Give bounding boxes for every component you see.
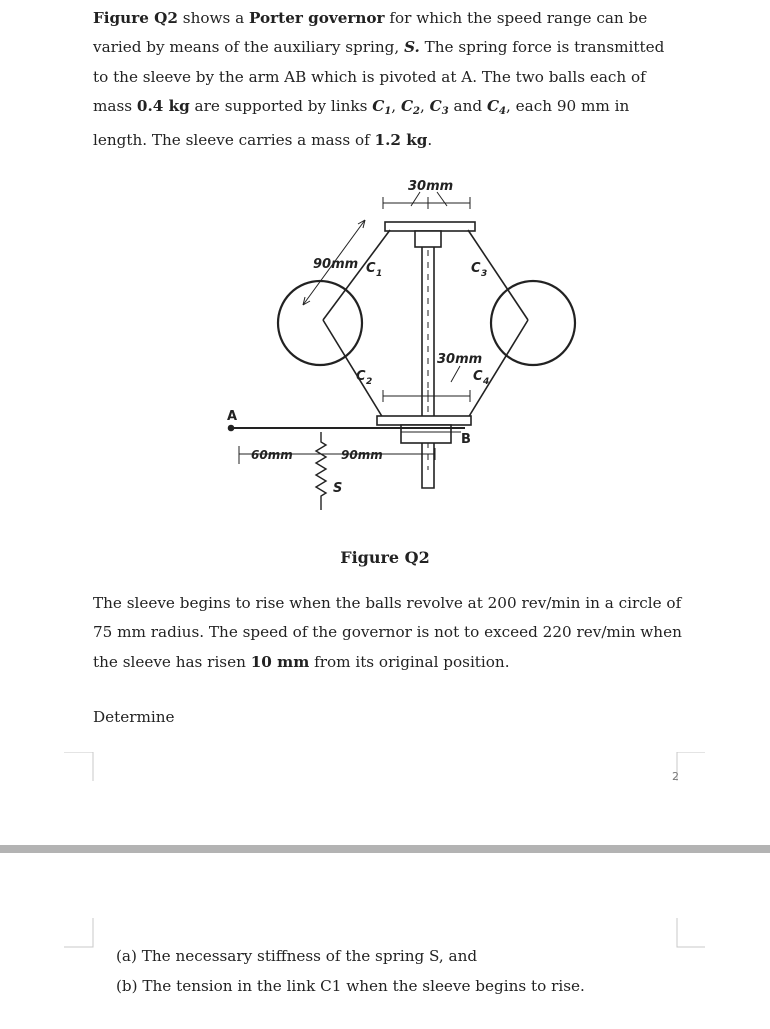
top-cap	[415, 231, 441, 247]
ball-left	[278, 281, 362, 365]
margin-mark-left-bottom	[64, 918, 94, 948]
label-c2: C	[356, 369, 366, 384]
determine-label: Determine	[93, 708, 175, 726]
svg-text:4: 4	[483, 377, 490, 387]
page-divider	[0, 845, 770, 853]
label-90mm: 90mm	[313, 257, 359, 272]
label-b: B	[461, 432, 471, 447]
porter-governor-figure	[225, 170, 585, 510]
label-s: S	[333, 481, 343, 496]
question-a: (a) The necessary stiffness of the spring S, and	[116, 947, 478, 965]
label-60mm: 60mm	[251, 448, 293, 462]
label-a: A	[227, 409, 238, 424]
margin-mark-right-top	[676, 752, 706, 782]
link-c2	[323, 320, 383, 418]
pivot-a	[229, 426, 234, 431]
figure-caption: Figure Q2	[340, 548, 430, 567]
label-30mm-mid: 30mm	[437, 352, 483, 367]
question-b: (b) The tension in the link C1 when the sleeve begins to rise.	[116, 977, 585, 995]
svg-text:2: 2	[366, 377, 373, 387]
page-bottom	[0, 853, 770, 1029]
svg-text:1: 1	[376, 269, 383, 279]
spring-s	[316, 432, 326, 510]
sleeve-plate	[377, 416, 471, 425]
svg-text:3: 3	[481, 269, 488, 279]
margin-mark-right-bottom	[676, 918, 706, 948]
label-c1: C	[366, 261, 376, 276]
label-90mm-bottom: 90mm	[341, 448, 383, 462]
label-c3: C	[471, 261, 481, 276]
page-number: 2	[672, 770, 679, 783]
ball-right	[491, 281, 575, 365]
top-plate	[385, 222, 475, 231]
intro-paragraph: Figure Q2 shows a Porter governor for which the speed range can be varied by means of the auxiliary spring, S. The spring force is transmitted to the sleeve by the arm AB which is pivoted at A. The two balls each of mass 0.4 kg are supported by links $C_1$, $C_2$, $C_3$ and $C_4$, each 90 mm in length. The sleeve carries a mass of 1.2 kg.	[93, 9, 665, 150]
label-c4: C	[473, 369, 483, 384]
condition-paragraph: The sleeve begins to rise when the balls revolve at 200 rev/min in a circle of 75 mm radius. The speed of the governor is not to exceed 220 rev/min when the sleeve has risen 10 mm from its original position.	[93, 594, 682, 671]
label-30mm-top: 30mm	[408, 179, 454, 194]
margin-mark-left-top	[64, 752, 94, 782]
